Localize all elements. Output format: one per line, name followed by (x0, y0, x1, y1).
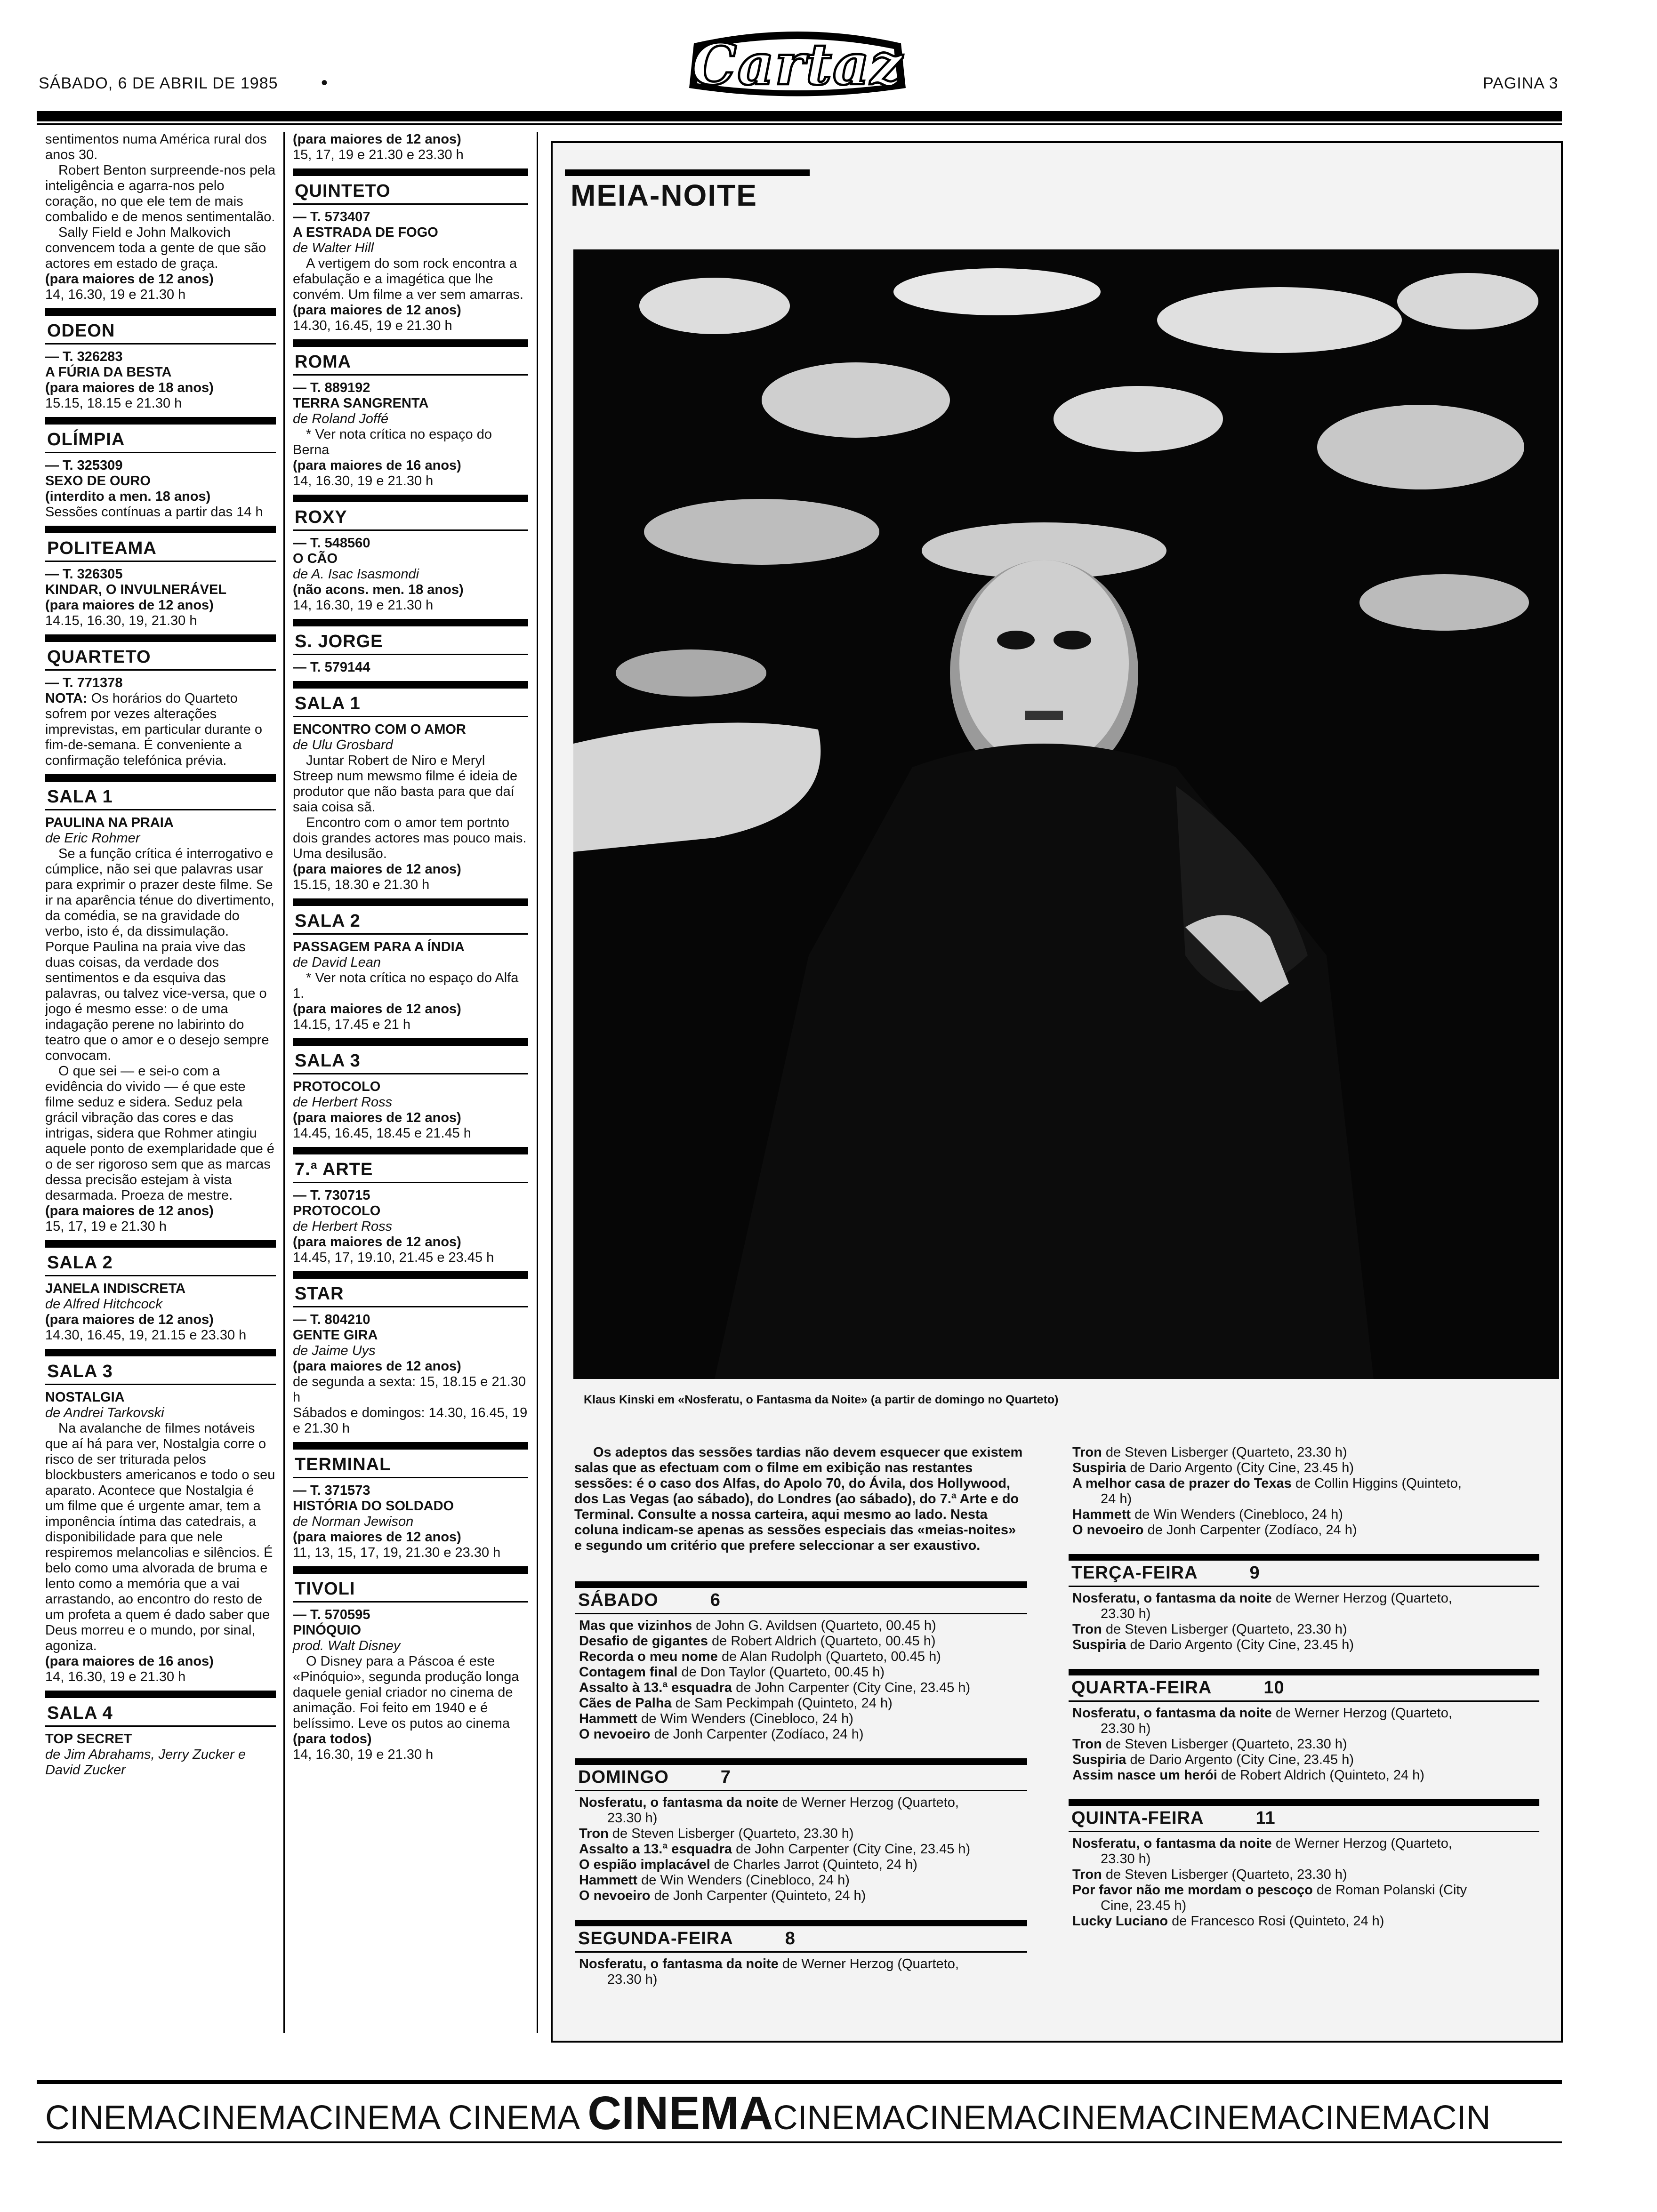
footer-text: CINEMACINEMACINEMACINEMACINEMACIN (773, 2099, 1491, 2137)
cinema-terminal (293, 1442, 528, 1478)
showtimes: 15, 17, 19 e 21.30 h (45, 1219, 167, 1234)
header-rule-thin (37, 123, 1562, 125)
room-name: SALA 1 (295, 694, 361, 713)
director: prod. Walt Disney (293, 1638, 401, 1653)
rating: (para maiores de 12 anos) (293, 1110, 461, 1125)
director: de Eric Rohmer (45, 831, 140, 846)
film-title: PROTOCOLO (293, 1079, 381, 1094)
cinema-7-arte (293, 1147, 528, 1183)
showtimes: 14.15, 17.45 e 21 h (293, 1017, 410, 1032)
rating: (para maiores de 12 anos) (293, 132, 461, 147)
rating: (para maiores de 16 anos) (45, 1654, 214, 1669)
listing: Contagem final de Don Taylor (Quarteto, 00.45 h) (579, 1665, 885, 1680)
rating: (para maiores de 12 anos) (45, 272, 214, 287)
cinema-name: ODEON (47, 321, 115, 341)
day-name: SÁBADO (578, 1590, 659, 1610)
film-title: O CÃO (293, 551, 338, 566)
film-title: PINÓQUIO (293, 1623, 362, 1638)
rating: (não acons. men. 18 anos) (293, 582, 464, 597)
director: de Jim Abrahams, Jerry Zucker e David Zucker (45, 1747, 246, 1778)
intro-text: Robert Benton surpreende-nos pela inteligência e agarra-nos pelo coração, no que ele tem de mais combalido e de menos sentimentalão. (45, 163, 276, 224)
listing: O nevoeiro de Jonh Carpenter (Quinteto, 24 h) (579, 1888, 866, 1903)
day-name: DOMINGO (578, 1767, 669, 1787)
day-number: 8 (785, 1929, 796, 1948)
listing: Recorda o meu nome de Alan Rudolph (Quarteto, 00.45 h) (579, 1649, 941, 1664)
room-sala-3 (293, 1038, 528, 1074)
cinema-olimpia (45, 417, 276, 453)
rating: (para maiores de 12 anos) (293, 1234, 461, 1250)
room-name: SALA 3 (47, 1362, 113, 1381)
review-text: Juntar Robert de Niro e Meryl Streep num mewsmo filme é ideia de produtor que não basta para que daí saia coisa sã. (293, 753, 518, 815)
room-sala-3 (45, 1349, 276, 1385)
showtimes: 11, 13, 15, 17, 19, 21.30 e 23.30 h (293, 1545, 501, 1560)
intro-text: Sally Field e John Malkovich convencem toda a gente de que são actores em estado de graça. (45, 225, 266, 271)
rating: (interdito a men. 18 anos) (45, 489, 211, 504)
showtimes: 15.15, 18.30 e 21.30 h (293, 877, 430, 892)
phone: — T. 371573 (293, 1483, 370, 1498)
phone: — T. 771378 (45, 675, 123, 690)
film-title: PAULINA NA PRAIA (45, 815, 174, 830)
showtimes: 14.30, 16.45, 19 e 21.30 h (293, 318, 452, 333)
room-name: SALA 4 (47, 1703, 113, 1723)
listing: Cães de Palha de Sam Peckimpah (Quinteto, 24 h) (579, 1696, 893, 1711)
director: de Norman Jewison (293, 1514, 414, 1529)
cinema-name: ROXY (295, 507, 347, 527)
showtimes: 14.45, 17, 19.10, 21.45 e 23.45 h (293, 1250, 494, 1265)
day-name: QUINTA-FEIRA (1071, 1808, 1204, 1828)
listing: O nevoeiro de Jonh Carpenter (Zodíaco, 24 h) (1072, 1523, 1357, 1538)
day-number: 9 (1249, 1563, 1260, 1583)
listing: Nosferatu, o fantasma da noite de Werner Herzog (Quarteto, 23.30 h) (1072, 1836, 1452, 1867)
listing: Tron de Steven Lisberger (Quarteto, 23.30 h) (1072, 1867, 1347, 1882)
director: de Andrei Tarkovski (45, 1405, 164, 1420)
cinema-name: STAR (295, 1284, 344, 1304)
film-title: A ESTRADA DE FOGO (293, 225, 438, 240)
listing: Desafio de gigantes de Robert Aldrich (Quarteto, 00.45 h) (579, 1634, 936, 1649)
footer-rule-thin (37, 2141, 1562, 2143)
rating: (para todos) (293, 1731, 372, 1747)
note-text: * Ver nota crítica no espaço do Berna (293, 427, 492, 457)
film-title: KINDAR, O INVULNERÁVEL (45, 582, 227, 597)
phone: — T. 573407 (293, 209, 370, 224)
listing: Nosferatu, o fantasma da noite de Werner Herzog (Quarteto, 23.30 h) (579, 1795, 959, 1826)
listing: Mas que vizinhos de John G. Avildsen (Quarteto, 00.45 h) (579, 1618, 936, 1633)
cinema-name: TERMINAL (295, 1455, 391, 1475)
rating: (para maiores de 12 anos) (293, 862, 461, 877)
day-segunda-cont (1069, 1445, 1539, 1538)
rating: (para maiores de 12 anos) (293, 303, 461, 318)
listing: Suspiria de Dario Argento (City Cine, 23.45 h) (1072, 1637, 1354, 1652)
nosferatu-figure-icon (573, 249, 1559, 1379)
cinema-tivoli (293, 1566, 528, 1603)
room-sala-1 (293, 681, 528, 717)
film-title: SEXO DE OURO (45, 473, 151, 489)
cinema-name: QUINTETO (295, 181, 391, 201)
phone: — T. 548560 (293, 536, 370, 551)
director: de Herbert Ross (293, 1095, 393, 1110)
listing: Suspiria de Dario Argento (City Cine, 23.45 h) (1072, 1460, 1354, 1475)
cinema-odeon (45, 308, 276, 345)
director: de Ulu Grosbard (293, 737, 393, 753)
intro-text: sentimentos numa América rural dos anos 30. (45, 132, 267, 162)
director: de Herbert Ross (293, 1219, 393, 1234)
day-number: 11 (1255, 1808, 1276, 1828)
showtimes: 14.15, 16.30, 19, 21.30 h (45, 613, 197, 628)
rating: (para maiores de 12 anos) (293, 1359, 461, 1374)
listing: Tron de Steven Lisberger (Quarteto, 23.30 h) (1072, 1445, 1347, 1460)
page-number: PAGINA 3 (1483, 74, 1559, 92)
director: de Walter Hill (293, 240, 374, 256)
day-name: SEGUNDA-FEIRA (578, 1929, 733, 1948)
listing: O nevoeiro de Jonh Carpenter (Zodíaco, 24 h) (579, 1727, 864, 1742)
cinema-star (293, 1271, 528, 1307)
showtimes: 14, 16.30, 19 e 21.30 h (45, 287, 186, 302)
day-number: 10 (1263, 1678, 1285, 1698)
listing: Nosferatu, o fantasma da noite de Werner Herzog (Quarteto, 23.30 h) (579, 1956, 959, 1987)
director: de Jaime Uys (293, 1343, 376, 1358)
listing: Nosferatu, o fantasma da noite de Werner Herzog (Quarteto, 23.30 h) (1072, 1706, 1452, 1736)
note-text: Os horários do Quarteto sofrem por vezes alterações imprevistas, em particular durante o fim-de-semana. É conveniente a confirmação telefónica prévia. (45, 691, 262, 768)
listing: Tron de Steven Lisberger (Quarteto, 23.30 h) (579, 1826, 854, 1841)
cinema-quinteto (293, 168, 528, 205)
review-text: O Disney para a Páscoa é este «Pinóquio», segunda produção longa daquele genial criador no cinema de animação. Foi feito em 1940 e é belíssimo. Leve os putos ao cinema (293, 1654, 519, 1731)
room-sala-4 (45, 1691, 276, 1727)
cinema-quarteto (45, 634, 276, 671)
showtimes: Sessões contínuas a partir das 14 h (45, 505, 263, 520)
listing: Assalto a 13.ª esquadra de John Carpenter (City Cine, 23.45 h) (579, 1842, 971, 1857)
day-sabado (575, 1581, 1027, 1742)
page-header (0, 0, 1657, 118)
listing: Assalto à 13.ª esquadra de John Carpenter (City Cine, 23.45 h) (579, 1680, 971, 1695)
listing: A melhor casa de prazer do Texas de Collin Higgins (Quinteto, 24 h) (1072, 1476, 1462, 1507)
review-text: Encontro com o amor tem portnto dois grandes actores mas pouco mais. Uma desilusão. (293, 815, 527, 861)
day-domingo (575, 1758, 1027, 1904)
cinema-roma (293, 339, 528, 376)
phone: — T. 325309 (45, 458, 123, 473)
showtimes: Sábados e domingos: 14.30, 16.45, 19 e 21.30 h (293, 1405, 528, 1436)
issue-date: SÁBADO, 6 DE ABRIL DE 1985 (39, 74, 278, 92)
showtimes: 14, 16.30, 19 e 21.30 h (293, 598, 434, 613)
cinema-name: QUARTETO (47, 647, 151, 667)
phone: — T. 889192 (293, 380, 370, 395)
phone: — T. 804210 (293, 1312, 370, 1327)
film-title: HISTÓRIA DO SOLDADO (293, 1499, 454, 1514)
meia-noite-intro: Os adeptos das sessões tardias não devem esquecer que existem salas que as efectuam com o filme em exibição nas restantes sessões: é o caso dos Alfas, do Apolo 70, do Ávila, dos Hollywood, dos Las Vegas (ao sábado), do Londres (ao sábado), do 7.ª Arte e do Terminal. Consulte a nossa carteira, aqui mesmo ao lado. Nesta coluna indicam-se apenas as sessões especiais das «meias-noites» e segundo um critério que prefere seleccionar a ser exaustivo. (574, 1445, 1023, 1553)
note-label: NOTA: (45, 691, 88, 706)
day-number: 6 (710, 1590, 721, 1610)
review-text: Na avalanche de filmes notáveis que aí há para ver, Nostalgia corre o risco de ser triturada pelos blockbusters americanos e todo o seu aparato. Acontece que Nostalgia é um filme que é urgente amar, tem a imponência íntima das catedrais, a disponibilidade para que nele respiremos melancolias e silêncios. É belo como uma alvorada de bruma e lento como a memória que a vai arrastando, ao encontro do resto de um profeta a quem é dado saber que Deus morreu e o mundo, por sinal, agoniza. (45, 1421, 275, 1653)
rating: (para maiores de 12 anos) (45, 598, 214, 613)
director: de Alfred Hitchcock (45, 1297, 162, 1312)
listings-column-2 (293, 132, 528, 1763)
days-left (575, 1581, 1027, 2004)
photo-caption: Klaus Kinski em «Nosferatu, o Fantasma da Noite» (a partir de domingo no Quarteto) (584, 1393, 1059, 1406)
day-segunda (575, 1920, 1027, 1988)
showtimes: 14, 16.30, 19 e 21.30 h (293, 1747, 434, 1762)
nosferatu-photo (573, 249, 1559, 1379)
rating: (para maiores de 18 anos) (45, 380, 214, 395)
room-sala-2 (45, 1240, 276, 1276)
day-quarta (1069, 1669, 1539, 1783)
showtimes: 14, 16.30, 19 e 21.30 h (293, 473, 434, 489)
rating: (para maiores de 12 anos) (293, 1002, 461, 1017)
day-quinta (1069, 1799, 1539, 1929)
showtimes: 15.15, 18.15 e 21.30 h (45, 396, 182, 411)
footer-rule (37, 2080, 1562, 2084)
note-text: * Ver nota crítica no espaço do Alfa 1. (293, 970, 519, 1001)
director: de Roland Joffé (293, 411, 389, 426)
phone: — T. 730715 (293, 1188, 370, 1203)
cinema-roxy (293, 495, 528, 531)
room-name: SALA 2 (47, 1253, 113, 1273)
cinema-footer-banner (45, 2090, 1570, 2137)
rating: (para maiores de 12 anos) (45, 1312, 214, 1327)
film-title: NOSTALGIA (45, 1390, 125, 1405)
showtimes: de segunda a sexta: 15, 18.15 e 21.30 h (293, 1374, 526, 1405)
film-title: TOP SECRET (45, 1731, 132, 1747)
phone: — T. 570595 (293, 1607, 370, 1622)
section-bar (565, 169, 810, 176)
logo-text: Cartaz (692, 31, 903, 98)
days-right (1069, 1445, 1539, 1945)
listing: Assim nasce um herói de Robert Aldrich (Quinteto, 24 h) (1072, 1768, 1424, 1783)
room-name: SALA 2 (295, 911, 361, 931)
day-number: 7 (720, 1767, 731, 1787)
column-divider (283, 132, 285, 2033)
director: de A. Isac Isasmondi (293, 567, 419, 582)
cartaz-logo (680, 24, 915, 104)
day-name: TERÇA-FEIRA (1071, 1563, 1198, 1583)
film-title: TERRA SANGRENTA (293, 396, 429, 411)
header-rule (37, 111, 1562, 121)
column-divider (537, 132, 538, 2033)
cinema-name: 7.ª ARTE (295, 1160, 373, 1179)
review-text: Se a função crítica é interrogativo e cúmplice, não sei que palavras usar para exprimir o prazer deste filme. Se ir na aparência ténue do divertimento, da comédia, se na gravidade do verbo, isto é, da dissimulação. Porque Paulina na praia vive das duas coisas, da verdade dos sentimentos e da esquiva das palavras, ou talvez vice-versa, que o jogo é mesmo esse: o de uma indagação perene no labirinto do teatro que o amor e o desejo sempre convocam. (45, 846, 274, 1063)
cinema-name: TIVOLI (295, 1579, 355, 1599)
showtimes: 14.45, 16.45, 18.45 e 21.45 h (293, 1126, 471, 1141)
rating: (para maiores de 16 anos) (293, 458, 461, 473)
showtimes: 14.30, 16.45, 19, 21.15 e 23.30 h (45, 1328, 247, 1343)
room-sala-2 (293, 898, 528, 935)
footer-text-large: CINEMA (587, 2090, 773, 2137)
listing: Por favor não me mordam o pescoço de Roman Polanski (City Cine, 23.45 h) (1072, 1883, 1467, 1913)
listing: Tron de Steven Lisberger (Quarteto, 23.30 h) (1072, 1622, 1347, 1637)
cinema-name: POLITEAMA (47, 538, 157, 558)
cinema-name: OLÍMPIA (47, 430, 125, 449)
listings-column-1 (45, 132, 276, 1778)
cinema-name: S. JORGE (295, 632, 383, 651)
film-title: JANELA INDISCRETA (45, 1281, 186, 1296)
rating: (para maiores de 12 anos) (293, 1530, 461, 1545)
film-title: ENCONTRO COM O AMOR (293, 722, 466, 737)
cinema-name: ROMA (295, 352, 352, 372)
review-text: O que sei — e sei-o com a evidência do vivido — é que este filme seduz e sidera. Seduz pela grácil vibração das cores e das intrigas, sidera que Rohmer atingiu aquele ponto de exemplaridade que é o de ser rigoroso sem que as marcas dessa precisão estejam à vista desarmada. Proeza de mestre. (45, 1064, 274, 1203)
listing: Nosferatu, o fantasma da noite de Werner Herzog (Quarteto, 23.30 h) (1072, 1591, 1452, 1621)
listing: Hammett de Wim Wenders (Cinebloco, 24 h) (579, 1711, 853, 1726)
section-title: MEIA-NOITE (571, 178, 757, 212)
listing: O espião implacável de Charles Jarrot (Quinteto, 24 h) (579, 1857, 917, 1872)
cinema-s-jorge (293, 619, 528, 655)
header-dot: • (321, 72, 328, 93)
film-title: PROTOCOLO (293, 1203, 381, 1218)
review-text: A vertigem do som rock encontra a efabulação e a imagética que lhe convém. Um filme a ver sem amarras. (293, 256, 523, 302)
listing: Hammett de Win Wenders (Cinebloco, 24 h) (579, 1873, 850, 1888)
listing: Hammett de Win Wenders (Cinebloco, 24 h) (1072, 1507, 1343, 1522)
showtimes: 14, 16.30, 19 e 21.30 h (45, 1669, 186, 1684)
day-terca (1069, 1554, 1539, 1653)
listing: Tron de Steven Lisberger (Quarteto, 23.30 h) (1072, 1737, 1347, 1752)
phone: — T. 326305 (45, 567, 123, 582)
listing: Suspiria de Dario Argento (City Cine, 23.45 h) (1072, 1752, 1354, 1767)
room-name: SALA 3 (295, 1051, 361, 1071)
phone: — T. 326283 (45, 349, 123, 364)
phone: — T. 579144 (293, 660, 370, 675)
day-name: QUARTA-FEIRA (1071, 1678, 1212, 1698)
film-title: GENTE GIRA (293, 1328, 378, 1343)
cinema-politeama (45, 526, 276, 562)
film-title: PASSAGEM PARA A ÍNDIA (293, 939, 465, 954)
footer-text: CINEMACINEMACINEMA CINEMA (45, 2099, 588, 2137)
room-name: SALA 1 (47, 787, 113, 807)
rating: (para maiores de 12 anos) (45, 1203, 214, 1218)
room-sala-1 (45, 774, 276, 810)
director: de David Lean (293, 955, 381, 970)
film-title: A FÚRIA DA BESTA (45, 365, 172, 380)
showtimes: 15, 17, 19 e 21.30 e 23.30 h (293, 147, 464, 162)
listing: Lucky Luciano de Francesco Rosi (Quinteto, 24 h) (1072, 1914, 1384, 1929)
